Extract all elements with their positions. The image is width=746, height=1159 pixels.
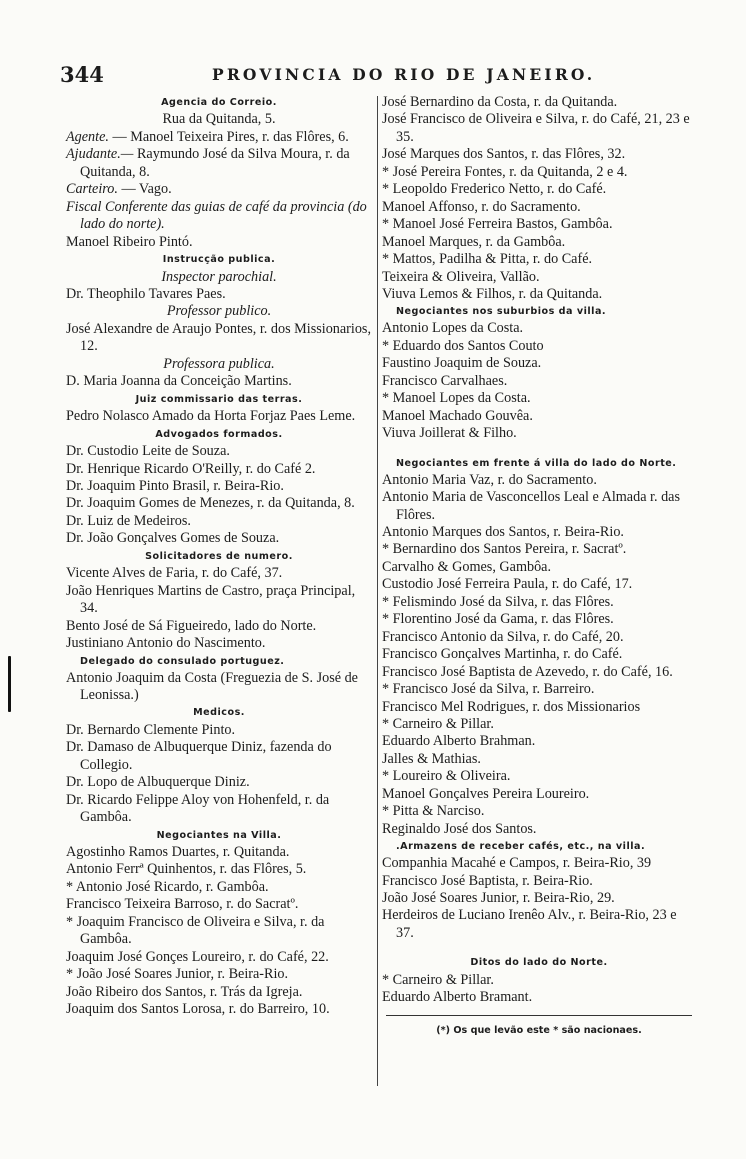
page-header <box>36 62 726 88</box>
directory-entry: Dr. João Gonçalves Gomes de Souza. <box>66 530 280 547</box>
subsection-heading: Professor publico. <box>166 303 272 320</box>
directory-entry <box>66 129 372 146</box>
directory-entry <box>66 146 372 181</box>
directory-entry <box>66 181 372 198</box>
directory-entry: Francisco Teixeira Barroso, r. do Sacratº. <box>66 896 299 913</box>
directory-entry: Dr. Ricardo Felippe Aloy von Hohenfeld, r. da Gambôa. <box>66 791 330 826</box>
section-heading: Advogados formados. <box>155 428 283 440</box>
directory-entry: Eduardo Alberto Brahman. <box>382 733 536 750</box>
directory-entry: José Bernardino da Costa, r. da Quitanda. <box>382 94 618 110</box>
entry-role-label: Fiscal Conferente das guias de café da provincia (do lado do norte). <box>66 198 367 233</box>
directory-entry: Dr. Joaquim Pinto Brasil, r. Beira-Rio. <box>66 477 284 494</box>
running-title: PROVINCIA DO RIO DE JANEIRO. <box>212 65 596 84</box>
subsection-heading: Professora publica. <box>163 355 275 372</box>
section-heading: Ditos do lado do Norte. <box>470 957 608 969</box>
directory-entry: Dr. Henrique Ricardo O'Reilly, r. do Café 2. <box>66 460 316 477</box>
section-heading: Medicos. <box>193 707 245 719</box>
section-heading: Juiz commissario das terras. <box>135 393 303 405</box>
directory-entry: * Antonio José Ricardo, r. Gambôa. <box>66 878 269 895</box>
directory-entry: Francisco Gonçalves Martinha, r. do Café. <box>382 646 623 663</box>
directory-entry: Eduardo Alberto Bramant. <box>382 989 533 1006</box>
entry-role-label: Carteiro. <box>66 181 118 198</box>
directory-entry: * Bernardino dos Santos Pereira, r. Sacratº. <box>382 541 627 558</box>
section-heading: Agencia do Correio. <box>161 97 277 108</box>
entry-role-label: Ajudante.— <box>66 146 134 163</box>
margin-ink-mark <box>8 656 11 712</box>
right-column-entries <box>382 94 696 1007</box>
subsection-heading: Inspector parochial. <box>161 268 277 285</box>
left-column <box>66 94 372 1019</box>
directory-entry: Viuva Lemos & Filhos, r. da Quitanda. <box>382 285 603 302</box>
directory-entry: * Leopoldo Frederico Netto, r. do Café. <box>382 181 607 198</box>
entry-text: — Vago. <box>117 181 172 198</box>
directory-entry: Reginaldo José dos Santos. <box>382 820 537 837</box>
directory-entry: Antonio Lopes da Costa. <box>382 320 524 337</box>
directory-entry: * Francisco José da Silva, r. Barreiro. <box>382 681 595 698</box>
directory-entry: Manoel Ribeiro Pintó. <box>66 233 193 250</box>
directory-entry: Manoel Marques, r. da Gambôa. <box>382 233 566 250</box>
directory-entry: Joaquim José Gonçes Loureiro, r. do Café, 22. <box>66 948 329 965</box>
directory-entry: Custodio José Ferreira Paula, r. do Café, 17. <box>382 576 633 593</box>
right-column <box>382 94 696 1039</box>
directory-entry: José Francisco de Oliveira e Silva, r. do Café, 21, 23 e 35. <box>382 111 690 145</box>
section-heading: .Armazens de receber cafés, etc., na villa. <box>396 841 646 853</box>
directory-entry: * Loureiro & Oliveira. <box>382 768 511 785</box>
entry-text: — Manoel Teixeira Pires, r. das Flôres, 6. <box>108 128 349 145</box>
directory-entry: * Mattos, Padilha & Pitta, r. do Café. <box>382 251 593 268</box>
directory-entry: Bento José de Sá Figueiredo, lado do Norte. <box>66 617 317 634</box>
directory-entry: Teixeira & Oliveira, Vallão. <box>382 268 540 285</box>
section-heading: Negociantes em frente á villa do lado do Norte. <box>396 457 677 469</box>
directory-entry: Dr. Custodio Leite de Souza. <box>66 443 230 460</box>
directory-entry: Francisco Antonio da Silva, r. do Café, 20. <box>382 628 624 645</box>
directory-entry: Vicente Alves de Faria, r. do Café, 37. <box>66 565 283 582</box>
directory-entry: Francisco José Baptista de Azevedo, r. do Café, 16. <box>382 663 673 680</box>
spacer <box>382 942 696 954</box>
directory-entry: D. Maria Joanna da Conceição Martins. <box>66 373 292 390</box>
directory-entry: Manoel Machado Gouvêa. <box>382 407 533 424</box>
directory-entry: Viuva Joillerat & Filho. <box>382 425 517 442</box>
directory-entry: Antonio Ferrª Quinhentos, r. das Flôres, 5. <box>66 861 307 878</box>
directory-entry: José Alexandre de Araujo Pontes, r. dos Missionarios, 12. <box>66 320 372 355</box>
directory-entry: Justiniano Antonio do Nascimento. <box>66 635 266 652</box>
directory-entry: Joaquim dos Santos Lorosa, r. do Barreiro, 10. <box>66 1001 330 1018</box>
column-divider <box>377 96 378 1086</box>
directory-entry: Pedro Nolasco Amado da Horta Forjaz Paes Leme. <box>66 408 356 425</box>
directory-entry: Manoel Gonçalves Pereira Loureiro. <box>382 785 590 802</box>
directory-entry: Dr. Joaquim Gomes de Menezes, r. da Quitanda, 8. <box>66 495 355 512</box>
directory-entry: * Carneiro & Pillar. <box>382 971 494 988</box>
entry-text: Raymundo José da Silva Moura, r. da Quitanda, 8. <box>80 146 350 180</box>
directory-entry: Jalles & Mathias. <box>382 750 481 767</box>
directory-entry: * Felismindo José da Silva, r. das Flôres. <box>382 593 614 610</box>
directory-entry: * Manoel José Ferreira Bastos, Gambôa. <box>382 216 613 233</box>
directory-entry: Dr. Lopo de Albuquerque Diniz. <box>66 774 250 791</box>
directory-entry: Faustino Joaquim de Souza. <box>382 355 542 372</box>
directory-entry: * José Pereira Fontes, r. da Quitanda, 2 e 4. <box>382 163 628 180</box>
footnote-rule <box>386 1015 692 1016</box>
directory-entry: * João José Soares Junior, r. Beira-Rio. <box>66 966 289 983</box>
directory-entry: Carvalho & Gomes, Gambôa. <box>382 558 552 575</box>
directory-entry: Antonio Maria de Vasconcellos Leal e Almada r. das Flôres. <box>382 489 680 523</box>
directory-entry: * Pitta & Narciso. <box>382 803 485 820</box>
directory-entry: Dr. Theophilo Tavares Paes. <box>66 285 226 302</box>
directory-entry: José Marques dos Santos, r. das Flôres, 32. <box>382 146 626 163</box>
section-heading: Solicitadores de numero. <box>145 550 293 562</box>
directory-entry: Antonio Marques dos Santos, r. Beira-Rio. <box>382 523 624 540</box>
directory-entry: João Henriques Martins de Castro, praça Principal, 34. <box>66 582 356 617</box>
directory-entry: * Manoel Lopes da Costa. <box>382 390 531 407</box>
directory-entry: João Ribeiro dos Santos, r. Trás da Igreja. <box>66 983 303 1000</box>
directory-entry: Francisco Mel Rodrigues, r. dos Missionarios <box>382 698 641 715</box>
directory-entry: Manoel Affonso, r. do Sacramento. <box>382 198 581 215</box>
directory-entry: Companhia Macahé e Campos, r. Beira-Rio, 39 <box>382 855 652 872</box>
section-heading: Delegado do consulado portuguez. <box>80 655 285 667</box>
directory-entry: João José Soares Junior, r. Beira-Rio, 29. <box>382 890 615 907</box>
directory-entry: Francisco Carvalhaes. <box>382 372 508 389</box>
directory-entry: Antonio Maria Vaz, r. do Sacramento. <box>382 471 597 488</box>
directory-entry: * Florentino José da Gama, r. das Flôres. <box>382 611 614 628</box>
directory-entry: Dr. Luiz de Medeiros. <box>66 512 191 529</box>
directory-entry: Herdeiros de Luciano Irenêo Alv., r. Beira-Rio, 23 e 37. <box>382 907 677 941</box>
footnote: (*) Os que levão este * são nacionaes. <box>436 1024 642 1036</box>
address-line: Rua da Quitanda, 5. <box>162 111 276 128</box>
directory-entry: * Carneiro & Pillar. <box>382 715 494 732</box>
directory-entry: * Joaquim Francisco de Oliveira e Silva, r. da Gambôa. <box>66 913 325 948</box>
page-number: 344 <box>60 62 104 87</box>
section-heading: Negociantes nos suburbios da villa. <box>396 306 607 318</box>
directory-entry <box>66 199 372 234</box>
directory-entry: Dr. Bernardo Clemente Pinto. <box>66 721 236 738</box>
directory-entry: Dr. Damaso de Albuquerque Diniz, fazenda do Collegio. <box>66 739 332 773</box>
section-heading: Negociantes na Villa. <box>156 829 282 841</box>
directory-entry: Agostinho Ramos Duartes, r. Quitanda. <box>66 844 290 861</box>
directory-entry: Antonio Joaquim da Costa (Freguezia de S. José de Leonissa.) <box>66 669 358 703</box>
directory-entry: Francisco José Baptista, r. Beira-Rio. <box>382 872 593 889</box>
spacer <box>382 443 696 455</box>
entry-role-label: Agente. <box>66 128 109 145</box>
section-heading: Instrucção publica. <box>162 254 276 266</box>
directory-entry: * Eduardo dos Santos Couto <box>382 337 544 354</box>
